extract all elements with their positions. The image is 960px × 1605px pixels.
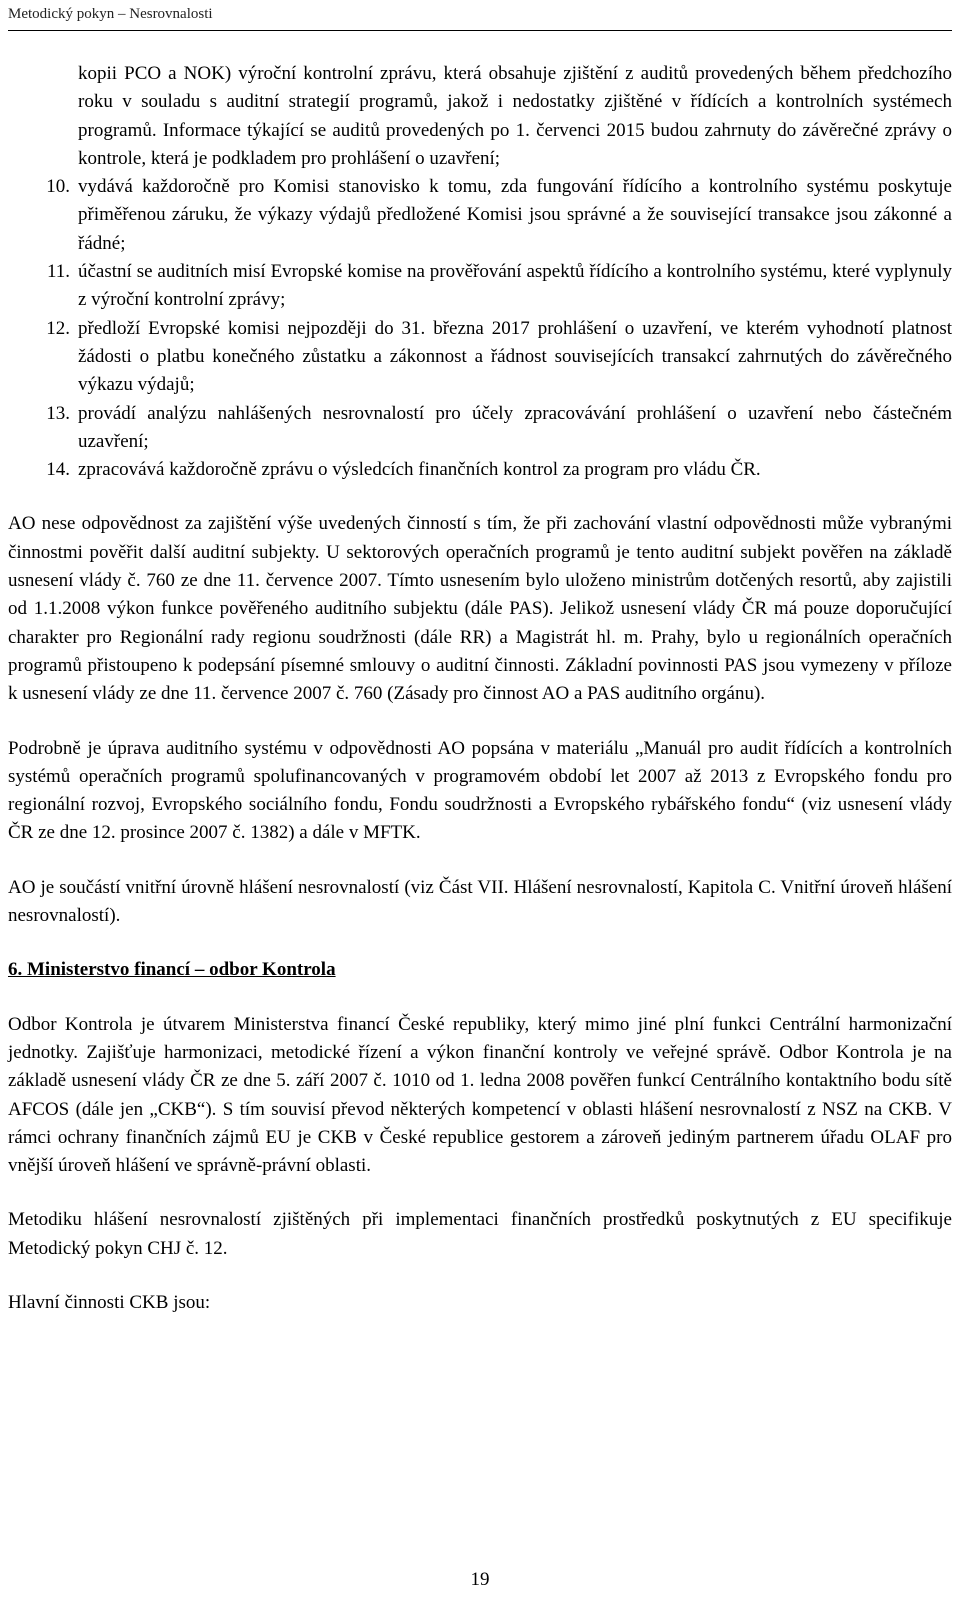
paragraph-audit-manual: Podrobně je úprava auditního systému v odpovědnosti AO popsána v materiálu „Manuál pro audit řídících a kontrolních systémů operačních programů spolufinancovaných v programovém období let 2007 až 2013 z Evropského fondu pro regionální rozvoj, Evropského sociálního fondu, Fondu soudržnosti a Evropského rybářského fondu“ (viz usnesení vlády ČR ze dne 12. prosince 2007 č. 1382) a dále v MFTK. [8,737,952,844]
list-number: 11. [46,261,70,283]
spacer [8,930,952,956]
running-header: Metodický pokyn – Nesrovnalosti [8,6,213,22]
section-heading: 6. Ministerstvo financí – odbor Kontrola [8,959,336,981]
list-item-text: účastní se auditních misí Evropské komise na prověřování aspektů řídícího a kontrolního systému, které vyplynuly z výroční kontrolní zprávy; [78,261,952,311]
list-item-text: vydává každoročně pro Komisi stanovisko k tomu, zda fungování řídícího a kontrolního systému poskytuje přiměřenou záruku, že výkazy výdajů předložené Komisi jsou správné a že související transakce jsou zákonné a řádné; [78,176,952,254]
header-rule [8,30,952,31]
numbered-list [8,60,952,484]
list-item [8,456,952,484]
list-item [8,173,952,258]
list-item [8,400,952,457]
list-number: 12. [46,317,70,339]
spacer [8,985,952,1011]
paragraph-methodology: Metodiku hlášení nesrovnalostí zjištěných při implementaci finančních prostředků poskytnutých z EU specifikuje Metodický pokyn CHJ č. 12. [8,1209,952,1259]
paragraph-ao-responsibility: AO nese odpovědnost za zajištění výše uvedených činností s tím, že při zachování vlastní odpovědnosti může vybranými činnostmi pověřit další auditní subjekty. U sektorových operačních programů je tento auditní subjekt pověřen na základě usnesení vlády č. 760 ze dne 11. července 2007. Tímto usnesením bylo uloženo ministrům dotčených resortů, aby zajistili od 1.1.2008 výkon funkce pověřeného auditního subjektu (dále PAS). Jelikož usnesení vlády ČR má pouze doporučující charakter pro Regionální rady regionu soudržnosti (dále RR) a Magistrát hl. m. Prahy, bylo u regionálních operačních programů přistoupeno k podepsání písemné smlouvy o auditní činnosti. Základní povinnosti PAS jsou vymezeny v příloze k usnesení vlády ze dne 11. července 2007 č. 760 (Zásady pro činnost AO a PAS auditního orgánu). [8,513,952,705]
spacer [8,1180,952,1206]
spacer [8,709,952,735]
list-item-text: kopii PCO a NOK) výroční kontrolní zprávu, která obsahuje zjištění z auditů provedených během předchozího roku v souladu s auditní strategií programů, jakož i nedostatky zjištěné v řídících a kontrolních systémech programů. Informace týkající se auditů provedených po 1. červenci 2015 budou zahrnuty do závěrečné zprávy o kontrole, která je podkladem pro prohlášení o uzavření; [78,63,952,169]
list-item-text: předloží Evropské komisi nejpozději do 31. března 2017 prohlášení o uzavření, ve kterém vyhodnotí platnost žádosti o platbu konečného zůstatku a zákonnost a řádnost souvisejících transakcí zahrnutých do závěrečného výkazu výdajů; [78,317,952,396]
list-item-continuation [8,60,952,173]
spacer [8,484,952,510]
list-item-text: zpracovává každoročně zprávu o výsledcích finančních kontrol za program pro vládu ČR. [78,459,761,481]
list-number [8,60,78,173]
spacer [8,848,952,874]
paragraph-main-activities: Hlavní činnosti CKB jsou: [8,1291,211,1313]
page-number: 19 [470,1569,490,1590]
list-item-text: provádí analýzu nahlášených nesrovnalostí pro účely zpracovávání prohlášení o uzavření nebo částečném uzavření; [78,402,952,452]
paragraph-odbor-kontrola: Odbor Kontrola je útvarem Ministerstva financí České republiky, který mimo jiné plní funkci Centrální harmonizační jednotky. Zajišťuje harmonizaci, metodické řízení a výkon finanční kontroly ve veřejné správě. Odbor Kontrola je na základě usnesení vlády ČR ze dne 5. září 2007 č. 1010 od 1. ledna 2008 pověřen funkcí Centrálního kontaktního bodu sítě AFCOS (dále jen „CKB“). S tím souvisí převod některých kompetencí v oblasti hlášení nesrovnalostí z NSZ na CKB. V rámci ochrany finančních zájmů EU je CKB v České republice gestorem a zároveň jediným partnerem úřadu OLAF pro vnější úroveň hlášení ve správně-právní oblasti. [8,1013,952,1177]
paragraph-reporting-level: AO je součástí vnitřní úrovně hlášení nesrovnalostí (viz Část VII. Hlášení nesrovnalostí, Kapitola C. Vnitřní úroveň hlášení nesrovnalostí). [8,876,952,927]
spacer [8,1263,952,1289]
list-number: 10. [46,176,70,198]
list-item [8,258,952,315]
page-content [8,60,952,1317]
list-item [8,315,952,400]
list-number: 13. [46,402,70,424]
list-number: 14. [46,459,70,481]
